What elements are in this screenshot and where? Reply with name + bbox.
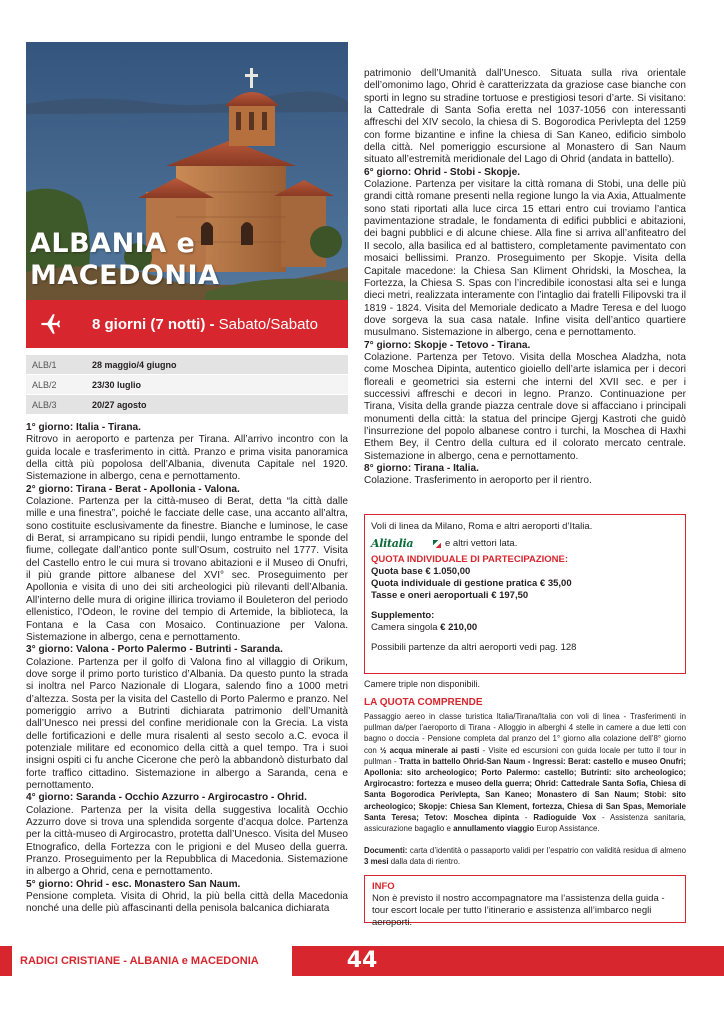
itinerary-left-column [26,422,348,916]
day-heading: 1° giorno: Italia - Tirana. [26,422,141,433]
day-heading: 4° giorno: Saranda - Occhio Azzurro - Argirocastro - Ohrid. [26,792,307,804]
camera-singola [371,622,679,634]
day-description: patrimonio dell’Umanità dall’Unesco. Situata sulla riva orientale dell’omonimo lago, Ohrid è caratterizzata da graziose case bianche con sporti in legno su stradine tortuose e prestigiosi tesori d’arte. Si visitano: la Cattedrale di Santa Sofia eretta nel 1037-1056 con interessanti affreschi del XIV secolo, la chiesa di S. Bogorodica Perivlepta del 1259 con forme bizantine e infine la chiesa di San Kaneo, edificio simbolo della città. Nel pomeriggio escursione al Monastero di San Naum situato all’estremità meridionale del Lago di Ohrid (andata in battello). [364,68,686,166]
documenti-part: 3 mesi [364,857,389,867]
airline-tail-icon [433,540,441,548]
quota-base: Quota base € 1.050,00 [371,566,471,577]
other-departures-note: Possibili partenze da altri aeroporti vedi pag. 128 [371,642,577,653]
hero-photo [26,42,348,344]
title-line-1: ALBANIA e [30,228,196,259]
departure-days: Sabato/Sabato [218,315,318,333]
documenti-note [364,845,686,867]
table-row [26,355,348,375]
comprende-part: - Visite ed escursioni con guida locale per tutto il tour in pullman - [364,745,687,766]
duration-text [92,316,318,333]
quota-gestione: Quota individuale di gestione pratica € 35,00 [371,578,572,589]
day-description: Colazione. Partenza per la città-museo di Berat, detta “la città dalle mille e una finestra”, poiché le facciate delle case, una accanto all’altra, sono costituite esclusivamente da finestre. Bianche e luminose, le case di Berat, si arrampicano su ripidi pendii, lungo entrambe le sponde del fiume, collegate dall’antico ponte sull’Osum, costruito nel 1777. Visita del Castello entro le cui mura si trovano abitazioni e il Museo di Onufri, il più grande pittore albanese del XVI° sec. Proseguimento per Apollonia e visita di uno dei siti archeologici più rilevanti dell’Albania. All’interno delle mura di origine illirica troviamo il Bouleteron del periodo ellenistico, l’Odeon, le rovine del tempio di Artemide, la biblioteca, la Fontana e la Casa con Mosaico. Continuazione per Valona. Sistemazione in albergo, cena e pernottamento. [26,496,348,643]
comprende-part: Radioguide Vox [533,812,597,822]
day-heading: 2° giorno: Tirana - Berat - Apollonia - Valona. [26,483,240,495]
airplane-icon [32,300,72,348]
supplementi-title: Supplemento: [371,610,435,621]
title-line-2: MACEDONIA [30,260,220,291]
quota-title: QUOTA INDIVIDUALE DI PARTECIPAZIONE: [371,554,569,565]
day-heading: 6° giorno: Ohrid - Stobi - Skopje. [364,166,520,178]
itinerary-right-column [364,68,686,488]
church-lake-illustration [26,42,348,344]
singola-price: € 210,00 [440,622,478,633]
airline-row [371,537,679,551]
day-heading: 7° giorno: Skopje - Tetovo - Tirana. [364,339,531,351]
flights-info: Voli di linea da Milano, Roma e altri aeroporti d’Italia. [371,521,593,532]
day-description: Colazione. Partenza per il golfo di Valona fino al villaggio di Orikum, dove sorge il primo porto turistico d’Albania. Da questo punto la strada si inoltra nel Parco Nazionale di Llogara, salendo fino a 1000 metri d’altezza. Sosta per la visita del Castello di Porto Palermo e pranzo. Nel pomeriggio arrivo a Butrinti dichiarata patrimonio dell’Umanità dall’Unesco nei pressi del confine meridionale con la Grecia. La vista delle fortificazioni e delle mura risalenti al sesto secolo a.C. evoca il potenziale militare ed economico della città a quel tempo. Tra i suoi insigni ospiti ci fu anche Cicerone che però la abbandonò disturbato dal forte traffico cittadino. Sistemazione in albergo a Saranda, cena e pernottamento. [26,656,348,791]
info-text: Non è previsto il nostro accompagnatore ma l’assistenza della guida - tour escort locale per tutto l’itinerario e assistenza all’imbarco negli aeroporti. [372,893,665,928]
duration-band [26,300,348,348]
table-row [26,395,348,415]
day-heading: 3° giorno: Valona - Porto Palermo - Butrinti - Saranda. [26,644,283,656]
comprende-part: Europ Assistance. [534,824,600,834]
table-row [26,375,348,395]
price-box [364,514,686,674]
date-value: 23/30 luglio [92,379,142,390]
documenti-label: Documenti: [364,846,408,855]
day-description: Pensione completa. Visita di Ohrid, la più bella città della Macedonia nonché una delle più affascinanti della penisola balcanica dichiarata [26,891,348,915]
date-value: 28 maggio/4 giugno [92,359,177,370]
quota-comprende-title: LA QUOTA COMPRENDE [364,697,483,708]
comprende-part: ½ acqua minerale ai pasti [379,745,480,755]
comprende-part: annullamento viaggio [453,824,535,834]
day-description: Colazione. Partenza per Tetovo. Visita della Moschea Aladzha, nota come Moschea Dipinta, autentico gioiello dell’arte islamica per i decori floreali e geometrici sia esterni che interni del XVII sec. e per i successivi affreschi e decori in legno. Pranzo. Continuazione per Tirana, Visita della grande piazza centrale dove si affacciano i principali monumenti della città: la statua del principe Gjergj Kastroti che guidò l’insurrezione del popolo albanese contro i turchi, la Moschea di Haxhi Ethem Bey, il Centro della cultura ed il colorato mercato centrale. Sistemazione in albergo, cena e pernottamento. [364,351,686,462]
comprende-part: Passaggio aereo in classe turistica Italia/Tirana/Italia con voli di linea - Trasferimenti in pullman da/per l’aeroporto di Tirana - Alloggio in alberghi 4 stelle in camere a due letti con bagno o doccia - Pensione completa dal pranzo del 1° giorno alla colazione dell’8° giorno con [364,712,686,755]
date-value: 20/27 agosto [92,399,147,410]
singola-label: Camera singola [371,622,441,633]
page-number: 44 [346,948,378,973]
day-description: Colazione. Partenza per la visita della suggestiva località Occhio Azzurro dove si trova una splendida sorgente d’acqua dolce. Partenza per la città-museo di Argirocastro, protetta dall’Unesco. Visita del Museo Etnografico, della Fortezza con le prigioni e del Museo della guerra. Pranzo. Proseguimento per la Repubblica di Macedonia. Sistemazione in albergo a Ohrid, cena e pernottamento. [26,804,348,878]
date-code: ALB/3 [32,399,57,410]
other-carriers: e altri vettori lata. [445,538,518,549]
info-title: INFO [372,881,395,892]
quota-comprende-text [364,711,686,834]
date-code: ALB/2 [32,379,57,390]
documenti-part: carta d’identità o passaporto validi per l’espatrio con validità residua di almeno [407,846,686,855]
documenti-part: dalla data di rientro. [388,857,461,867]
destination-title [30,228,348,292]
day-description: Colazione. Trasferimento in aeroporto per il rientro. [364,475,592,487]
comprende-part: - [519,812,534,822]
info-box [364,875,686,928]
duration-separator: - [205,315,219,333]
comprende-part: Tratta in battello Ohrid-San Naum - Ingressi: Berat: castello e museo Onufri; Apollonia: sito archeologico; Porto Palermo: castello; Butrinti: sito archeologico; Argirocastro: fortezza e museo della guerra; Ohrid: Cattedrale Santa Sofia, Chiesa di Santa Bogorodica Perivlepta, San Kaneo; Monastero di San Naum; Stobi: sito archeologico; Skopje: Chiesa San Klement, fortezza, Chiesa di San Spas, Memoriale Santa Teresa; Tetov: Moschea dipinta [364,756,686,822]
date-code: ALB/1 [32,359,57,370]
tasse-aeroportuali: Tasse e oneri aeroportuali € 197,50 [371,590,529,601]
day-description: Ritrovo in aeroporto e partenza per Tirana. All’arrivo incontro con la guida locale e trasferimento in città. Pranzo e prima visita panoramica della città più popolosa dell’Albania, divenuta Capitale nel 1920. Sistemazione in albergo, cena e pernottamento. [26,434,348,483]
footer-section-label: RADICI CRISTIANE - ALBANIA e MACEDONIA [12,945,292,977]
comprende-part: - Assistenza sanitaria, assicurazione bagaglio e [364,812,686,834]
day-heading: 5° giorno: Ohrid - esc. Monastero San Naum. [26,878,241,890]
triple-rooms-note: Camere triple non disponibili. [364,679,481,689]
day-heading: 8° giorno: Tirana - Italia. [364,463,479,474]
day-description: Colazione. Partenza per visitare la città romana di Stobi, una delle più grandi città romane presenti nella regione lungo la via Axia, Attualmente sono stati riportati alla luce circa 15 ettari entro cui troviamo l’antica pavimentazione stradale, le fondamenta di edifici pubblici e abitazioni, dei bagni pubblici e di alcune chiese. Alla fine si arriva all’anfiteatro del II secolo, alla basilica ed al battistero, completamente pavimentato con mosaici bellissimi. Pranzo. Proseguimento per Skopje. Visita della Capitale macedone: la Chiesa San Kliment Ohridski, la Moschea, la Fortezza, la Chiesa S. Spas con l’incredibile iconostasi alta sei e lunga dieci metri, realizzata interamente con l’intaglio dai fratelli Filipovski tra il 1819 - 1824. Visita del Memoriale dedicato a Madre Teresa e del luogo dove sorgeva la sua casa natale. Infine visita dell’antico quartiere musulmano. Sistemazione in albergo, cena e pernottamento. [364,179,686,339]
alitalia-logo: Alitalia [371,537,414,550]
page-footer [0,933,724,988]
departure-dates-table [26,355,348,415]
duration-nights: 8 giorni (7 notti) [92,315,206,333]
